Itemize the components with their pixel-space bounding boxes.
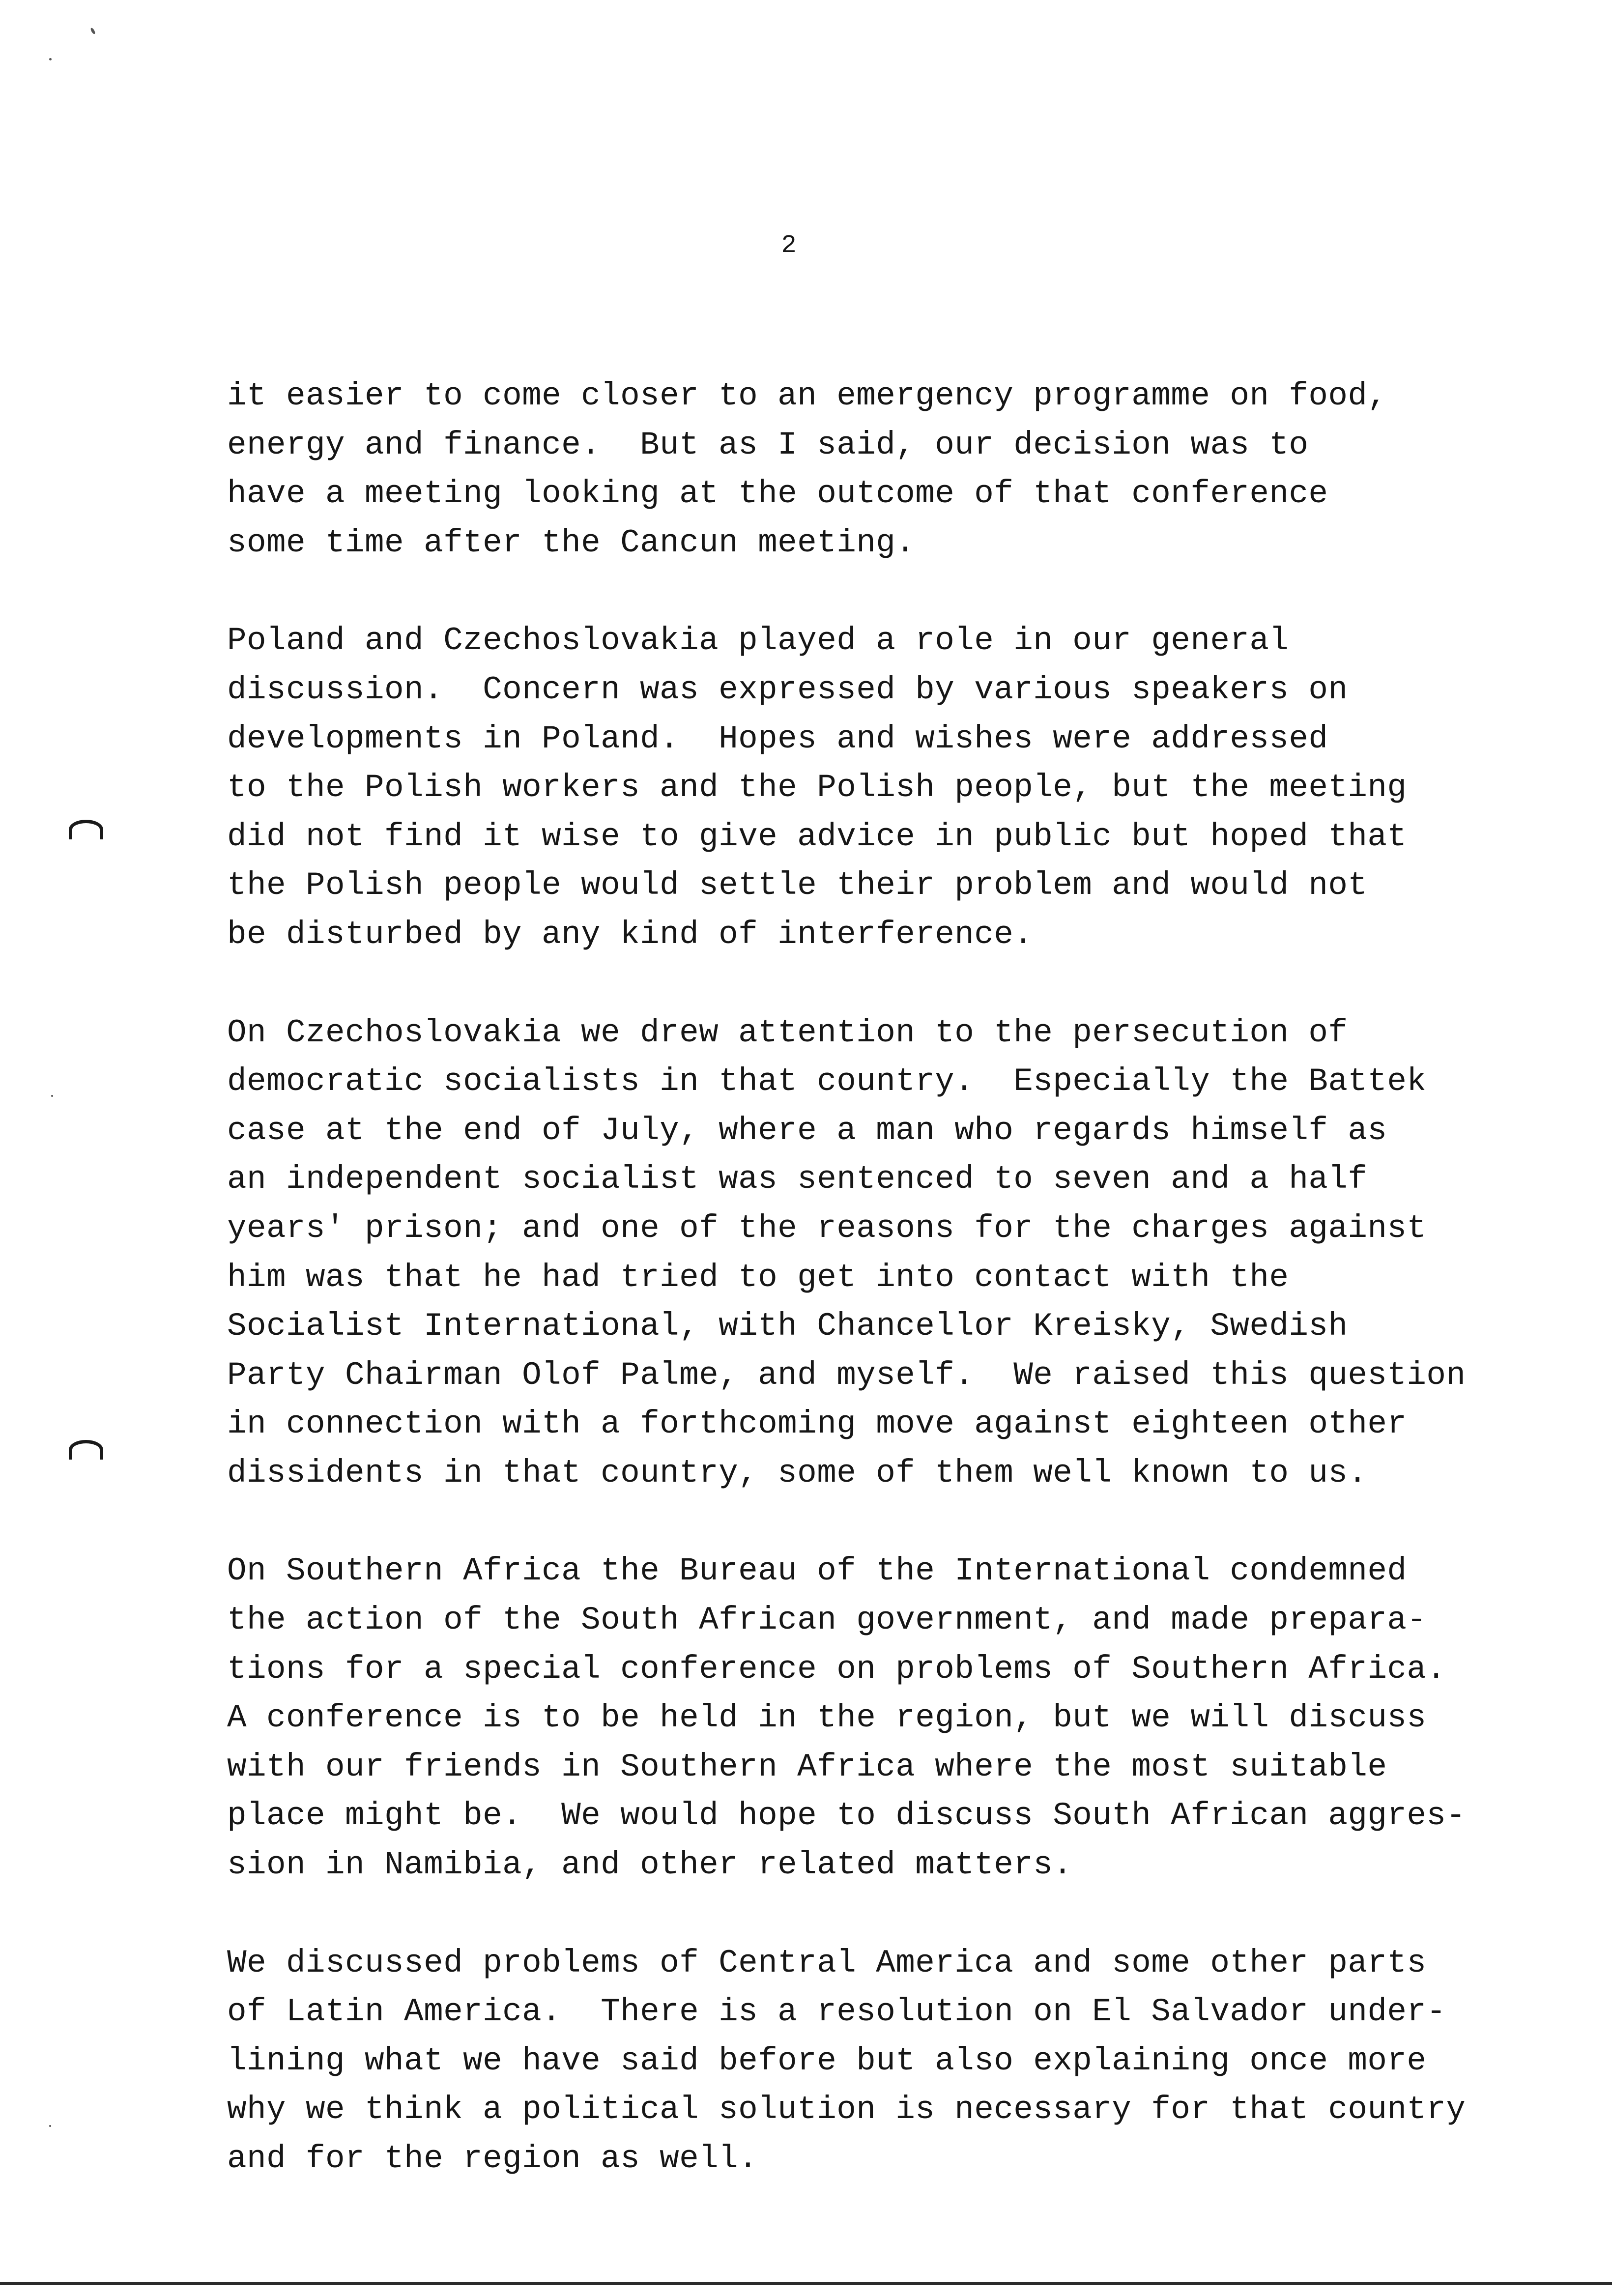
paragraph bbox=[227, 1547, 1485, 1889]
margin-punch-mark bbox=[69, 1440, 103, 1460]
text-line: sion in Namibia, and other related matters. bbox=[227, 1846, 1073, 1884]
text-line: case at the end of July, where a man who regards himself as bbox=[227, 1112, 1387, 1149]
text-line: tions for a special conference on problems of Southern Africa. bbox=[227, 1650, 1446, 1688]
document-body bbox=[227, 372, 1485, 2233]
text-line: an independent socialist was sentenced to seven and a half bbox=[227, 1161, 1368, 1198]
paragraph bbox=[227, 1939, 1485, 2183]
text-line: have a meeting looking at the outcome of that conference bbox=[227, 475, 1328, 513]
paragraph bbox=[227, 1008, 1485, 1498]
text-line: years' prison; and one of the reasons for the charges against bbox=[227, 1209, 1427, 1247]
text-line: be disturbed by any kind of interference. bbox=[227, 916, 1034, 953]
text-line: Socialist International, with Chancellor Kreisky, Swedish bbox=[227, 1308, 1348, 1345]
text-line: place might be. We would hope to discuss South African aggres- bbox=[227, 1797, 1466, 1835]
text-line: why we think a political solution is necessary for that country bbox=[227, 2091, 1466, 2128]
text-line: the Polish people would settle their problem and would not bbox=[227, 867, 1368, 904]
text-line: him was that he had tried to get into contact with the bbox=[227, 1259, 1289, 1296]
text-line: of Latin America. There is a resolution on El Salvador under- bbox=[227, 1993, 1446, 2031]
paragraph bbox=[227, 616, 1485, 959]
text-line: the action of the South African government, and made prepara- bbox=[227, 1602, 1427, 1639]
text-line: in connection with a forthcoming move against eighteen other bbox=[227, 1406, 1407, 1443]
text-line: and for the region as well. bbox=[227, 2140, 758, 2177]
text-line: Party Chairman Olof Palme, and myself. We raised this question bbox=[227, 1356, 1466, 1394]
text-line: dissidents in that country, some of them well known to us. bbox=[227, 1454, 1368, 1492]
paragraph bbox=[227, 372, 1485, 567]
text-line: to the Polish workers and the Polish people, but the meeting bbox=[227, 769, 1407, 806]
text-line: energy and finance. But as I said, our decision was to bbox=[227, 426, 1309, 463]
scan-speck bbox=[51, 1095, 53, 1097]
scan-speck bbox=[90, 27, 96, 34]
text-line: democratic socialists in that country. Especially the Battek bbox=[227, 1063, 1427, 1100]
text-line: some time after the Cancun meeting. bbox=[227, 524, 916, 561]
text-line: We discussed problems of Central America and some other parts bbox=[227, 1944, 1427, 1981]
text-line: On Czechoslovakia we drew attention to the persecution of bbox=[227, 1014, 1348, 1051]
text-line: it easier to come closer to an emergency programme on food, bbox=[227, 377, 1387, 414]
text-line: lining what we have said before but also explaining once more bbox=[227, 2042, 1427, 2079]
text-line: did not find it wise to give advice in public but hoped that bbox=[227, 818, 1407, 855]
page-number: 2 bbox=[781, 231, 797, 260]
text-line: On Southern Africa the Bureau of the International condemned bbox=[227, 1552, 1407, 1590]
text-line: with our friends in Southern Africa where the most suitable bbox=[227, 1748, 1387, 1785]
scan-speck bbox=[49, 2125, 51, 2127]
text-line: A conference is to be held in the region, but we will discuss bbox=[227, 1699, 1427, 1737]
text-line: discussion. Concern was expressed by various speakers on bbox=[227, 671, 1348, 708]
text-line: developments in Poland. Hopes and wishes were addressed bbox=[227, 720, 1328, 757]
margin-punch-mark bbox=[69, 820, 103, 839]
page-bottom-edge bbox=[0, 2282, 1612, 2285]
scan-speck bbox=[49, 58, 52, 60]
text-line: Poland and Czechoslovakia played a role in our general bbox=[227, 622, 1289, 660]
